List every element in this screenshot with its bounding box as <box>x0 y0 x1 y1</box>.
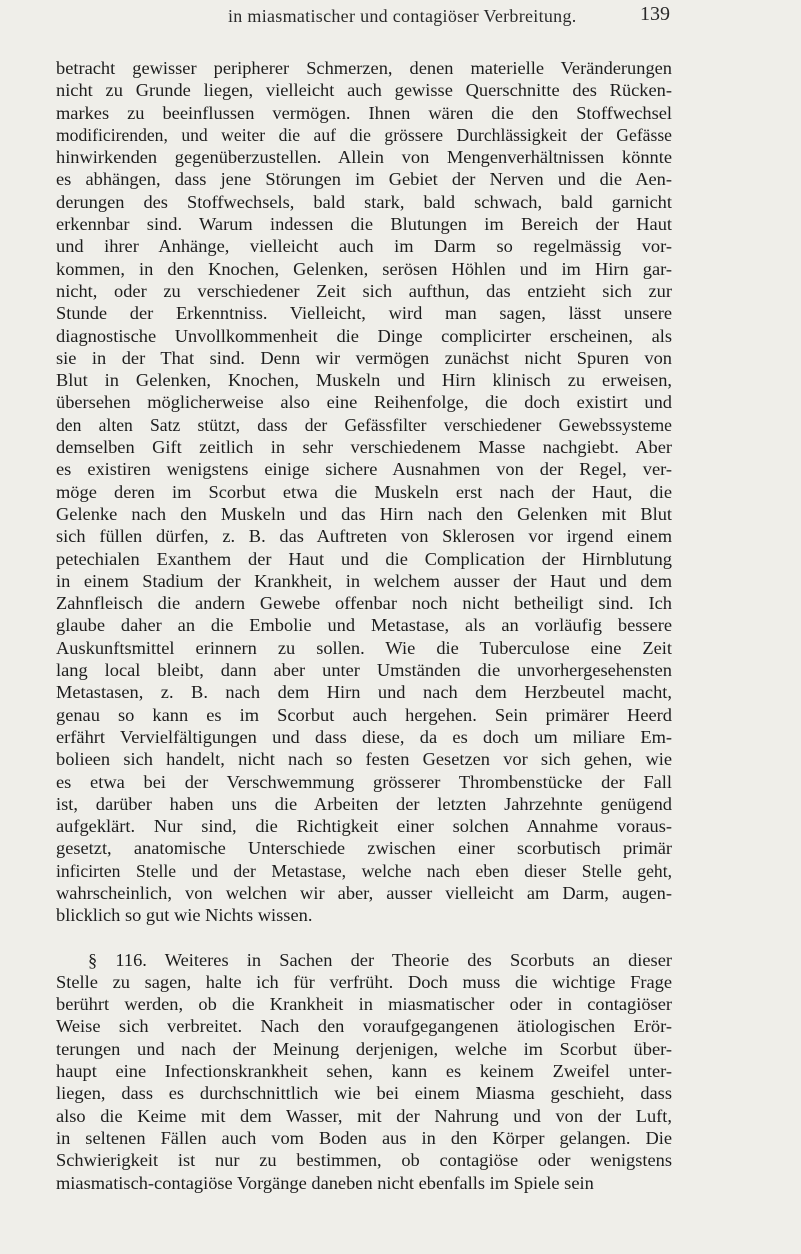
text-line: glaube daher an die Embolie und Metastase, als an vorläufig bessere <box>56 615 672 636</box>
text-line: bolieen sich handelt, nicht nach so festen Gesetzen vor sich gehen, wie <box>56 749 672 770</box>
text-line: diagnostische Unvollkommenheit die Dinge complicirter erscheinen, als <box>56 325 672 346</box>
text-line: Weise sich verbreitet. Nach den voraufgegangenen ätiologischen Erör- <box>56 1016 672 1037</box>
text-line: haupt eine Infectionskrankheit sehen, kann es keinem Zweifel unter- <box>56 1061 672 1082</box>
text-line: inficirten Stelle und der Metastase, welche nach eben dieser Stelle geht, <box>56 860 672 881</box>
text-line: berührt werden, ob die Krankheit in miasmatischer oder in contagiöser <box>56 994 672 1015</box>
text-line: demselben Gift zeitlich in sehr verschiedenem Masse nachgiebt. Aber <box>56 437 672 458</box>
text-line: es abhängen, dass jene Störungen im Gebiet der Nerven und die Aen- <box>56 169 672 190</box>
text-line: und ihrer Anhänge, vielleicht auch im Darm so regelmässig vor- <box>56 236 672 257</box>
text-line: es existiren wenigstens einige sichere Ausnahmen von der Regel, ver- <box>56 459 672 480</box>
text-line: terungen und nach der Meinung derjenigen, welche im Scorbut über- <box>56 1038 672 1059</box>
text-line: hinwirkenden gegenüberzustellen. Allein von Mengenverhältnissen könnte <box>56 147 672 168</box>
body-text <box>56 57 672 1194</box>
text-line: nicht zu Grunde liegen, vielleicht auch gewisse Querschnitte des Rücken- <box>56 80 672 101</box>
running-header <box>0 0 801 60</box>
text-line: betracht gewisser peripherer Schmerzen, denen materielle Veränderungen <box>56 58 672 78</box>
text-line: § 116. Weiteres in Sachen der Theorie des Scorbuts an dieser <box>88 949 672 970</box>
paragraph-gap <box>56 927 672 949</box>
text-line: Gelenke nach den Muskeln und das Hirn nach den Gelenken mit Blut <box>56 503 672 524</box>
text-line: übersehen möglicherweise also eine Reihenfolge, die doch existirt und <box>56 392 672 413</box>
paragraph <box>56 57 672 927</box>
text-line: aufgeklärt. Nur sind, die Richtigkeit einer solchen Annahme voraus- <box>56 816 672 837</box>
text-line: es etwa bei der Verschwemmung grösserer Thrombenstücke der Fall <box>56 771 672 792</box>
text-line: kommen, in den Knochen, Gelenken, serösen Höhlen und im Hirn gar- <box>56 258 672 279</box>
text-line: miasmatisch-contagiöse Vorgänge daneben nicht ebenfalls im Spiele sein <box>56 1172 594 1193</box>
text-line: erkennbar sind. Warum indessen die Blutungen im Bereich der Haut <box>56 214 672 235</box>
text-line: derungen des Stoffwechsels, bald stark, bald schwach, bald garnicht <box>56 191 672 212</box>
text-line: erfährt Vervielfältigungen und dass diese, da es doch um miliare Em- <box>56 726 672 747</box>
text-line: Stelle zu sagen, halte ich für verfrüht. Doch muss die wichtige Frage <box>56 971 672 992</box>
page-number: 139 <box>640 3 670 25</box>
text-line: blicklich so gut wie Nichts wissen. <box>56 905 313 926</box>
text-line: sie in der That sind. Denn wir vermögen zunächst nicht Spuren von <box>56 347 672 368</box>
text-line: Schwierigkeit ist nur zu bestimmen, ob contagiöse oder wenigstens <box>56 1150 672 1171</box>
text-line: in seltenen Fällen auch vom Boden aus in den Körper gelangen. Die <box>56 1127 672 1148</box>
text-line: lang local bleibt, dann aber unter Umständen die unvorhergesehensten <box>56 660 672 681</box>
text-line: gesetzt, anatomische Unterschiede zwischen einer scorbutisch primär <box>56 838 672 859</box>
text-line: liegen, dass es durchschnittlich wie bei einem Miasma geschieht, dass <box>56 1083 672 1104</box>
text-line: Metastasen, z. B. nach dem Hirn und nach dem Herzbeutel macht, <box>56 682 672 703</box>
running-title: in miasmatischer und contagiöser Verbreitung. <box>228 6 577 26</box>
text-line: Auskunftsmittel erinnern zu sollen. Wie die Tuberculose eine Zeit <box>56 637 672 658</box>
text-line: wahrscheinlich, von welchen wir aber, ausser vielleicht am Darm, augen- <box>56 882 672 903</box>
text-line: den alten Satz stützt, dass der Gefässfilter verschiedener Gewebssysteme <box>56 414 672 435</box>
paragraph <box>56 949 672 1194</box>
text-line: modificirenden, und weiter die auf die grössere Durchlässigkeit der Gefässe <box>56 124 672 145</box>
text-line: also die Keime mit dem Wasser, mit der Nahrung und von der Luft, <box>56 1105 672 1126</box>
text-line: Blut in Gelenken, Knochen, Muskeln und Hirn klinisch zu erweisen, <box>56 370 672 391</box>
text-line: Stunde der Erkenntniss. Vielleicht, wird man sagen, lässt unsere <box>56 303 672 324</box>
text-line: Zahnfleisch die andern Gewebe offenbar noch nicht betheiligt sind. Ich <box>56 593 672 614</box>
text-line: genau so kann es im Scorbut auch hergehen. Sein primärer Heerd <box>56 704 672 725</box>
text-line: ist, darüber haben uns die Arbeiten der letzten Jahrzehnte genügend <box>56 793 672 814</box>
text-line: markes zu beeinflussen vermögen. Ihnen wären die den Stoffwechsel <box>56 102 672 123</box>
text-line: sich füllen dürfen, z. B. das Auftreten von Sklerosen vor irgend einem <box>56 526 672 547</box>
text-line: nicht, oder zu verschiedener Zeit sich aufthun, das entzieht sich zur <box>56 280 672 301</box>
text-line: petechialen Exanthem der Haut und die Complication der Hirnblutung <box>56 548 672 569</box>
text-line: in einem Stadium der Krankheit, in welchem ausser der Haut und dem <box>56 570 672 591</box>
text-line: möge deren im Scorbut etwa die Muskeln erst nach der Haut, die <box>56 481 672 502</box>
